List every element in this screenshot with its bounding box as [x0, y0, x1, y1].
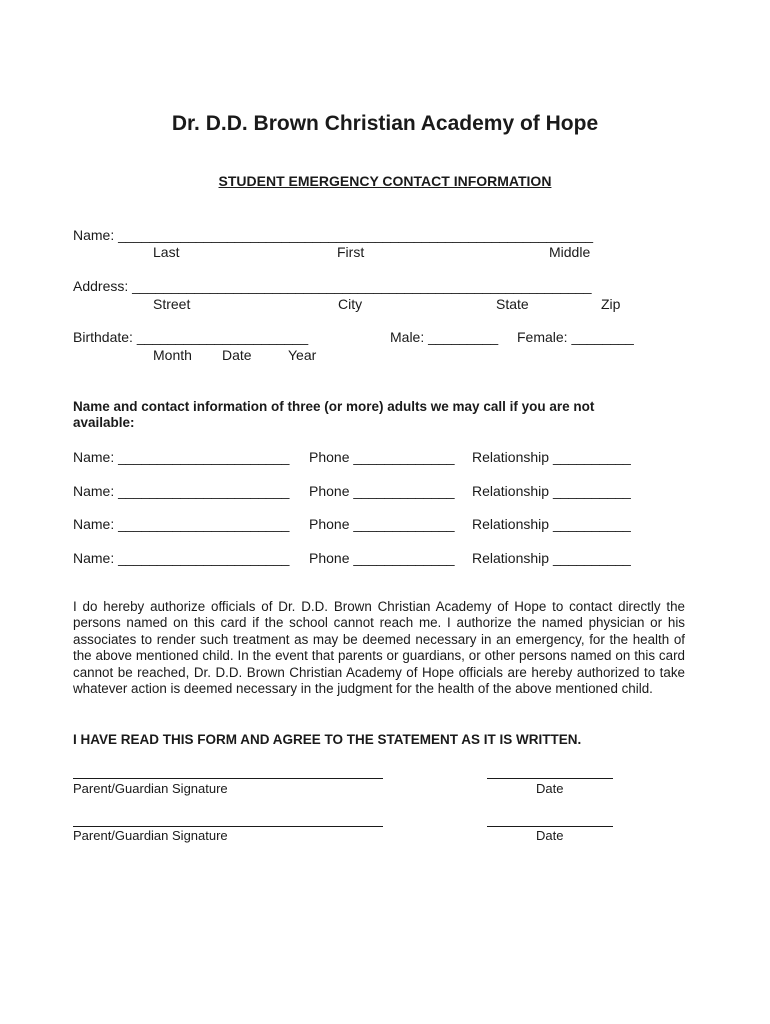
contact-name-field[interactable]: Name: ______________________ [73, 483, 290, 499]
contact-relationship-field[interactable]: Relationship __________ [472, 449, 631, 465]
address-sub-state: State [496, 296, 529, 312]
contact-relationship-field[interactable]: Relationship __________ [472, 550, 631, 566]
address-field[interactable]: Address: ___________________________________________________________ [73, 278, 592, 294]
authorization-paragraph: I do hereby authorize officials of Dr. D.D. Brown Christian Academy of Hope to contact directly the persons named on this card if the school cannot reach me. I authorize the named physician or his associates to render such treatment as may be deemed necessary in an emergency, for the health of the above mentioned child. In the event that parents or guardians, or other persons named on this card cannot be reached, Dr. D.D. Brown Christian Academy of Hope officials are hereby authorized to take whatever action is deemed necessary in the judgment for the health of the above mentioned child. [73, 599, 685, 697]
name-sub-last: Last [153, 244, 180, 260]
contact-name-field[interactable]: Name: ______________________ [73, 449, 290, 465]
address-sub-city: City [338, 296, 363, 312]
form-subtitle: STUDENT EMERGENCY CONTACT INFORMATION [218, 173, 552, 189]
student-name-field[interactable]: Name: _____________________________________________________________ [73, 227, 594, 243]
signature-line[interactable] [73, 778, 383, 779]
birthdate-field[interactable]: Birthdate: ______________________ [73, 329, 309, 345]
address-sub-street: Street [153, 296, 191, 312]
contact-phone-field[interactable]: Phone _____________ [309, 550, 455, 566]
date-label: Date [536, 781, 564, 796]
birthdate-sub-year: Year [288, 347, 317, 363]
agreement-statement: I HAVE READ THIS FORM AND AGREE TO THE STATEMENT AS IT IS WRITTEN. [73, 732, 582, 747]
contact-name-field[interactable]: Name: ______________________ [73, 550, 290, 566]
birthdate-sub-date: Date [222, 347, 252, 363]
contacts-heading-line1: Name and contact information of three (or more) adults we may call if you are not [73, 399, 595, 414]
name-sub-first: First [337, 244, 365, 260]
contact-phone-field[interactable]: Phone _____________ [309, 483, 455, 499]
signature-label: Parent/Guardian Signature [73, 781, 228, 796]
contacts-heading-line2: available: [73, 415, 135, 430]
birthdate-sub-month: Month [153, 347, 192, 363]
male-field[interactable]: Male: _________ [390, 329, 499, 345]
date-line[interactable] [487, 778, 613, 779]
date-label: Date [536, 828, 564, 843]
contact-relationship-field[interactable]: Relationship __________ [472, 483, 631, 499]
contact-relationship-field[interactable]: Relationship __________ [472, 516, 631, 532]
female-field[interactable]: Female: ________ [517, 329, 634, 345]
signature-line[interactable] [73, 826, 383, 827]
contact-name-field[interactable]: Name: ______________________ [73, 516, 290, 532]
contact-phone-field[interactable]: Phone _____________ [309, 516, 455, 532]
signature-label: Parent/Guardian Signature [73, 828, 228, 843]
name-sub-middle: Middle [549, 244, 591, 260]
contact-phone-field[interactable]: Phone _____________ [309, 449, 455, 465]
page-title: Dr. D.D. Brown Christian Academy of Hope [171, 112, 599, 135]
date-line[interactable] [487, 826, 613, 827]
address-sub-zip: Zip [601, 296, 621, 312]
